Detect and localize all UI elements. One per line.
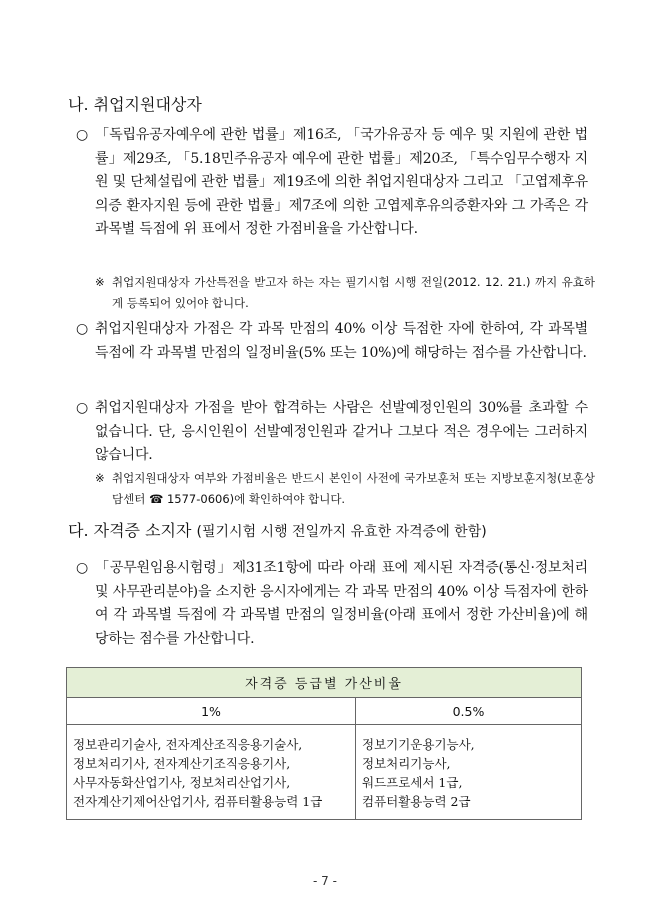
- section-heading-na: 나. 취업지원대상자: [68, 95, 202, 114]
- bullet-4: ○: [76, 560, 89, 576]
- list-item: 컴퓨터활용능력 2급: [362, 794, 471, 809]
- bullet-2: ○: [76, 321, 89, 337]
- note-verification-text: 취업지원대상자 여부와 가점비율은 반드시 본인이 사전에 국가보훈처 또는 지방보훈지청(보훈상담센터 ☎ 1577-0606)에 확인하여야 합니다.: [112, 471, 595, 506]
- paragraph-bonus-rate: 취업지원대상자 가점은 각 과목 만점의 40% 이상 득점한 자에 한하여, 각 과목별 득점에 각 과목별 만점의 일정비율(5% 또는 10%)에 해당하는 점수를 가산합니다.: [95, 321, 588, 361]
- list-item: 정보처리기사, 전자계산기조직응용기사,: [73, 756, 291, 771]
- table-header-1pct: 1%: [67, 698, 356, 725]
- list-item: 사무자동화산업기사, 정보처리산업기사,: [73, 775, 291, 790]
- list-item: 워드프로세서 1급,: [362, 775, 463, 790]
- list-item: 정보기기운용기능사,: [362, 737, 475, 752]
- table-cell-05pct: [356, 725, 582, 820]
- list-item: 정보처리기능사,: [362, 756, 451, 771]
- note-verification: [95, 468, 595, 510]
- bullet-1: ○: [76, 127, 89, 143]
- section-heading-da: [68, 518, 487, 541]
- note-registration: [95, 272, 595, 314]
- table-title: 자격증 등급별 가산비율: [67, 668, 582, 698]
- paragraph-certificates: 「공무원임용시험령」제31조1항에 따라 아래 표에 제시된 자격증(통신·정보처리 및 사무관리분야)을 소지한 응시자에게는 각 과목 만점의 40% 이상 득점자에 한하여 각 과목별 득점에 각 과목별 만점의 일정비율(아래 표에서 정한 가산비율)에 해당하는 점수를 가산합니다.: [95, 560, 588, 647]
- note-mark: ※: [95, 275, 105, 289]
- note-mark: ※: [95, 471, 105, 485]
- certificate-bonus-table: [66, 667, 582, 820]
- table-cell-1pct: [67, 725, 356, 820]
- list-item: 전자계산기제어산업기사, 컴퓨터활용능력 1급: [73, 794, 323, 809]
- list-item: 정보관리기술사, 전자계산조직응용기술사,: [73, 737, 303, 752]
- bullet-3: ○: [76, 400, 89, 416]
- table-header-05pct: 0.5%: [356, 698, 582, 725]
- paragraph-eligible-laws: 「독립유공자예우에 관한 법률」제16조, 「국가유공자 등 예우 및 지원에 관한 법률」제29조, 「5.18민주유공자 예우에 관한 법률」제20조, 「특수임무수행자 지원 및 단체설립에 관한 법률」제19조에 의한 취업지원대상자 그리고 「고엽제후유의증 환자지원 등에 관한 법률」제7조에 의한 고엽제후유의증환자와 그 가족은 각 과목별 득점에 위 표에서 정한 가점비율을 가산합니다.: [95, 127, 588, 237]
- paragraph-bonus-limit: 취업지원대상자 가점을 받아 합격하는 사람은 선발예정인원의 30%를 초과할 수 없습니다. 단, 응시인원이 선발예정인원과 같거나 그보다 적은 경우에는 그러하지 않습니다.: [95, 400, 588, 463]
- note-registration-text: 취업지원대상자 가산특전을 받고자 하는 자는 필기시험 시행 전일(2012. 12. 21.) 까지 유효하게 등록되어 있어야 합니다.: [112, 275, 595, 310]
- page-number: - 7 -: [313, 874, 337, 888]
- section-heading-da-sub: (필기시험 시행 전일까지 유효한 자격증에 한함): [196, 524, 487, 540]
- section-heading-da-title: 다. 자격증 소지자: [68, 521, 192, 540]
